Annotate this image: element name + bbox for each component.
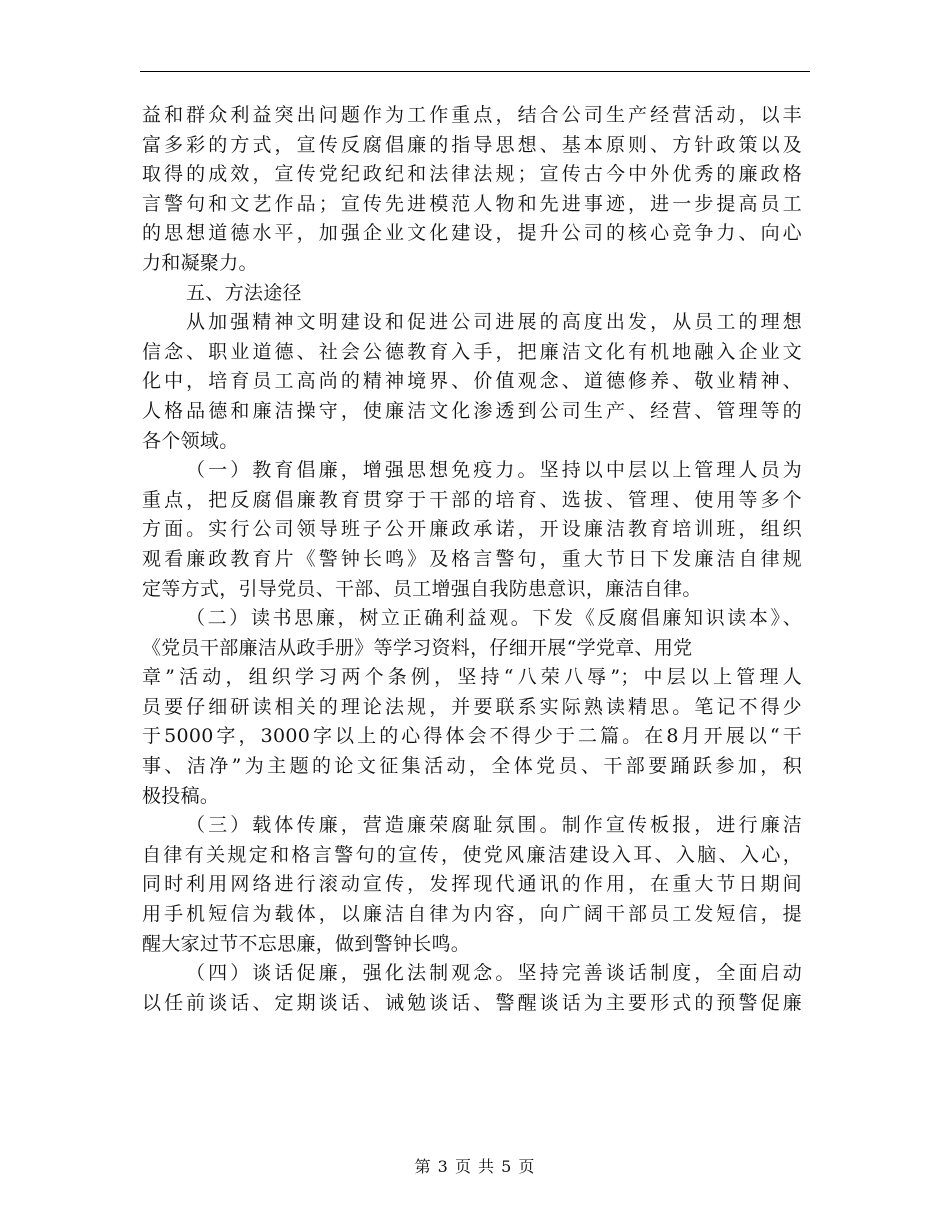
text-line: 以任前谈话、定期谈话、诫勉谈话、警醒谈话为主要形式的预警促廉: [142, 991, 802, 1014]
text-line: 观看廉政教育片《警钟长鸣》及格言警句，重大节日下发廉洁自律规: [142, 547, 802, 570]
text-line: 力和凝聚力。: [142, 251, 258, 274]
text-line: 于5000字，3000字以上的心得体会不得少于二篇。在8月开展以“干: [142, 725, 802, 748]
text-line: （二）读书思廉，树立正确利益观。下发《反腐倡廉知识读本》、: [186, 607, 802, 630]
text-line: （四）谈话促廉，强化法制观念。坚持完善谈话制度，全面启动: [186, 962, 802, 985]
text-line: （三）载体传廉，营造廉荣腐耻氛围。制作宣传板报，进行廉洁: [186, 814, 802, 837]
text-line: 人格品德和廉洁操守，使廉洁文化渗透到公司生产、经营、管理等的: [142, 399, 802, 422]
text-line: 定等方式，引导党员、干部、员工增强自我防患意识，廉洁自律。: [142, 577, 702, 600]
text-line: 章”活动，组织学习两个条例，坚持“八荣八辱”；中层以上管理人: [142, 666, 802, 689]
header-rule: [140, 71, 810, 72]
text-line: 《党员干部廉洁从政手册》等学习资料，仔细开展“学党章、用党: [142, 636, 693, 659]
text-line: 取得的成效，宣传党纪政纪和法律法规；宣传古今中外优秀的廉政格: [142, 163, 802, 186]
text-line: 信念、职业道德、社会公德教育入手，把廉洁文化有机地融入企业文: [142, 340, 802, 363]
text-line: （一）教育倡廉，增强思想免疫力。坚持以中层以上管理人员为: [186, 459, 802, 482]
text-line: 自律有关规定和格言警句的宣传，使党风廉洁建设入耳、入脑、入心，: [142, 843, 802, 866]
text-line: 化中，培育员工高尚的精神境界、价值观念、道德修养、敬业精神、: [142, 370, 802, 393]
text-line: 重点，把反腐倡廉教育贯穿于干部的培育、选拔、管理、使用等多个: [142, 488, 802, 511]
text-line: 用手机短信为载体，以廉洁自律为内容，向广阔干部员工发短信，提: [142, 903, 802, 926]
text-line: 从加强精神文明建设和促进公司进展的高度出发，从员工的理想: [186, 311, 802, 334]
text-line: 醒大家过节不忘思廉，做到警钟长鸣。: [142, 932, 471, 955]
text-line: 五、方法途径: [186, 281, 302, 304]
text-line: 的思想道德水平，加强企业文化建设，提升公司的核心竞争力、向心: [142, 222, 802, 245]
document-body: [142, 101, 802, 1018]
text-line: 极投稿。: [142, 784, 220, 807]
text-line: 同时利用网络进行滚动宣传，发挥现代通讯的作用，在重大节日期间: [142, 873, 802, 896]
text-line: 事、洁净”为主题的论文征集活动，全体党员、干部要踊跃参加，积: [142, 755, 802, 778]
text-line: 各个领域。: [142, 429, 239, 452]
text-line: 员要仔细研读相关的理论法规，并要联系实际熟读精思。笔记不得少: [142, 695, 802, 718]
text-line: 益和群众利益突出问题作为工作重点，结合公司生产经营活动，以丰: [142, 104, 802, 126]
text-line: 方面。实行公司领导班子公开廉政承诺，开设廉洁教育培训班，组织: [142, 518, 802, 541]
text-line: 言警句和文艺作品；宣传先进模范人物和先进事迹，进一步提高员工: [142, 192, 802, 215]
page-footer: 第 3 页 共 5 页: [414, 1157, 536, 1176]
text-line: 富多彩的方式，宣传反腐倡廉的指导思想、基本原则、方针政策以及: [142, 133, 802, 156]
